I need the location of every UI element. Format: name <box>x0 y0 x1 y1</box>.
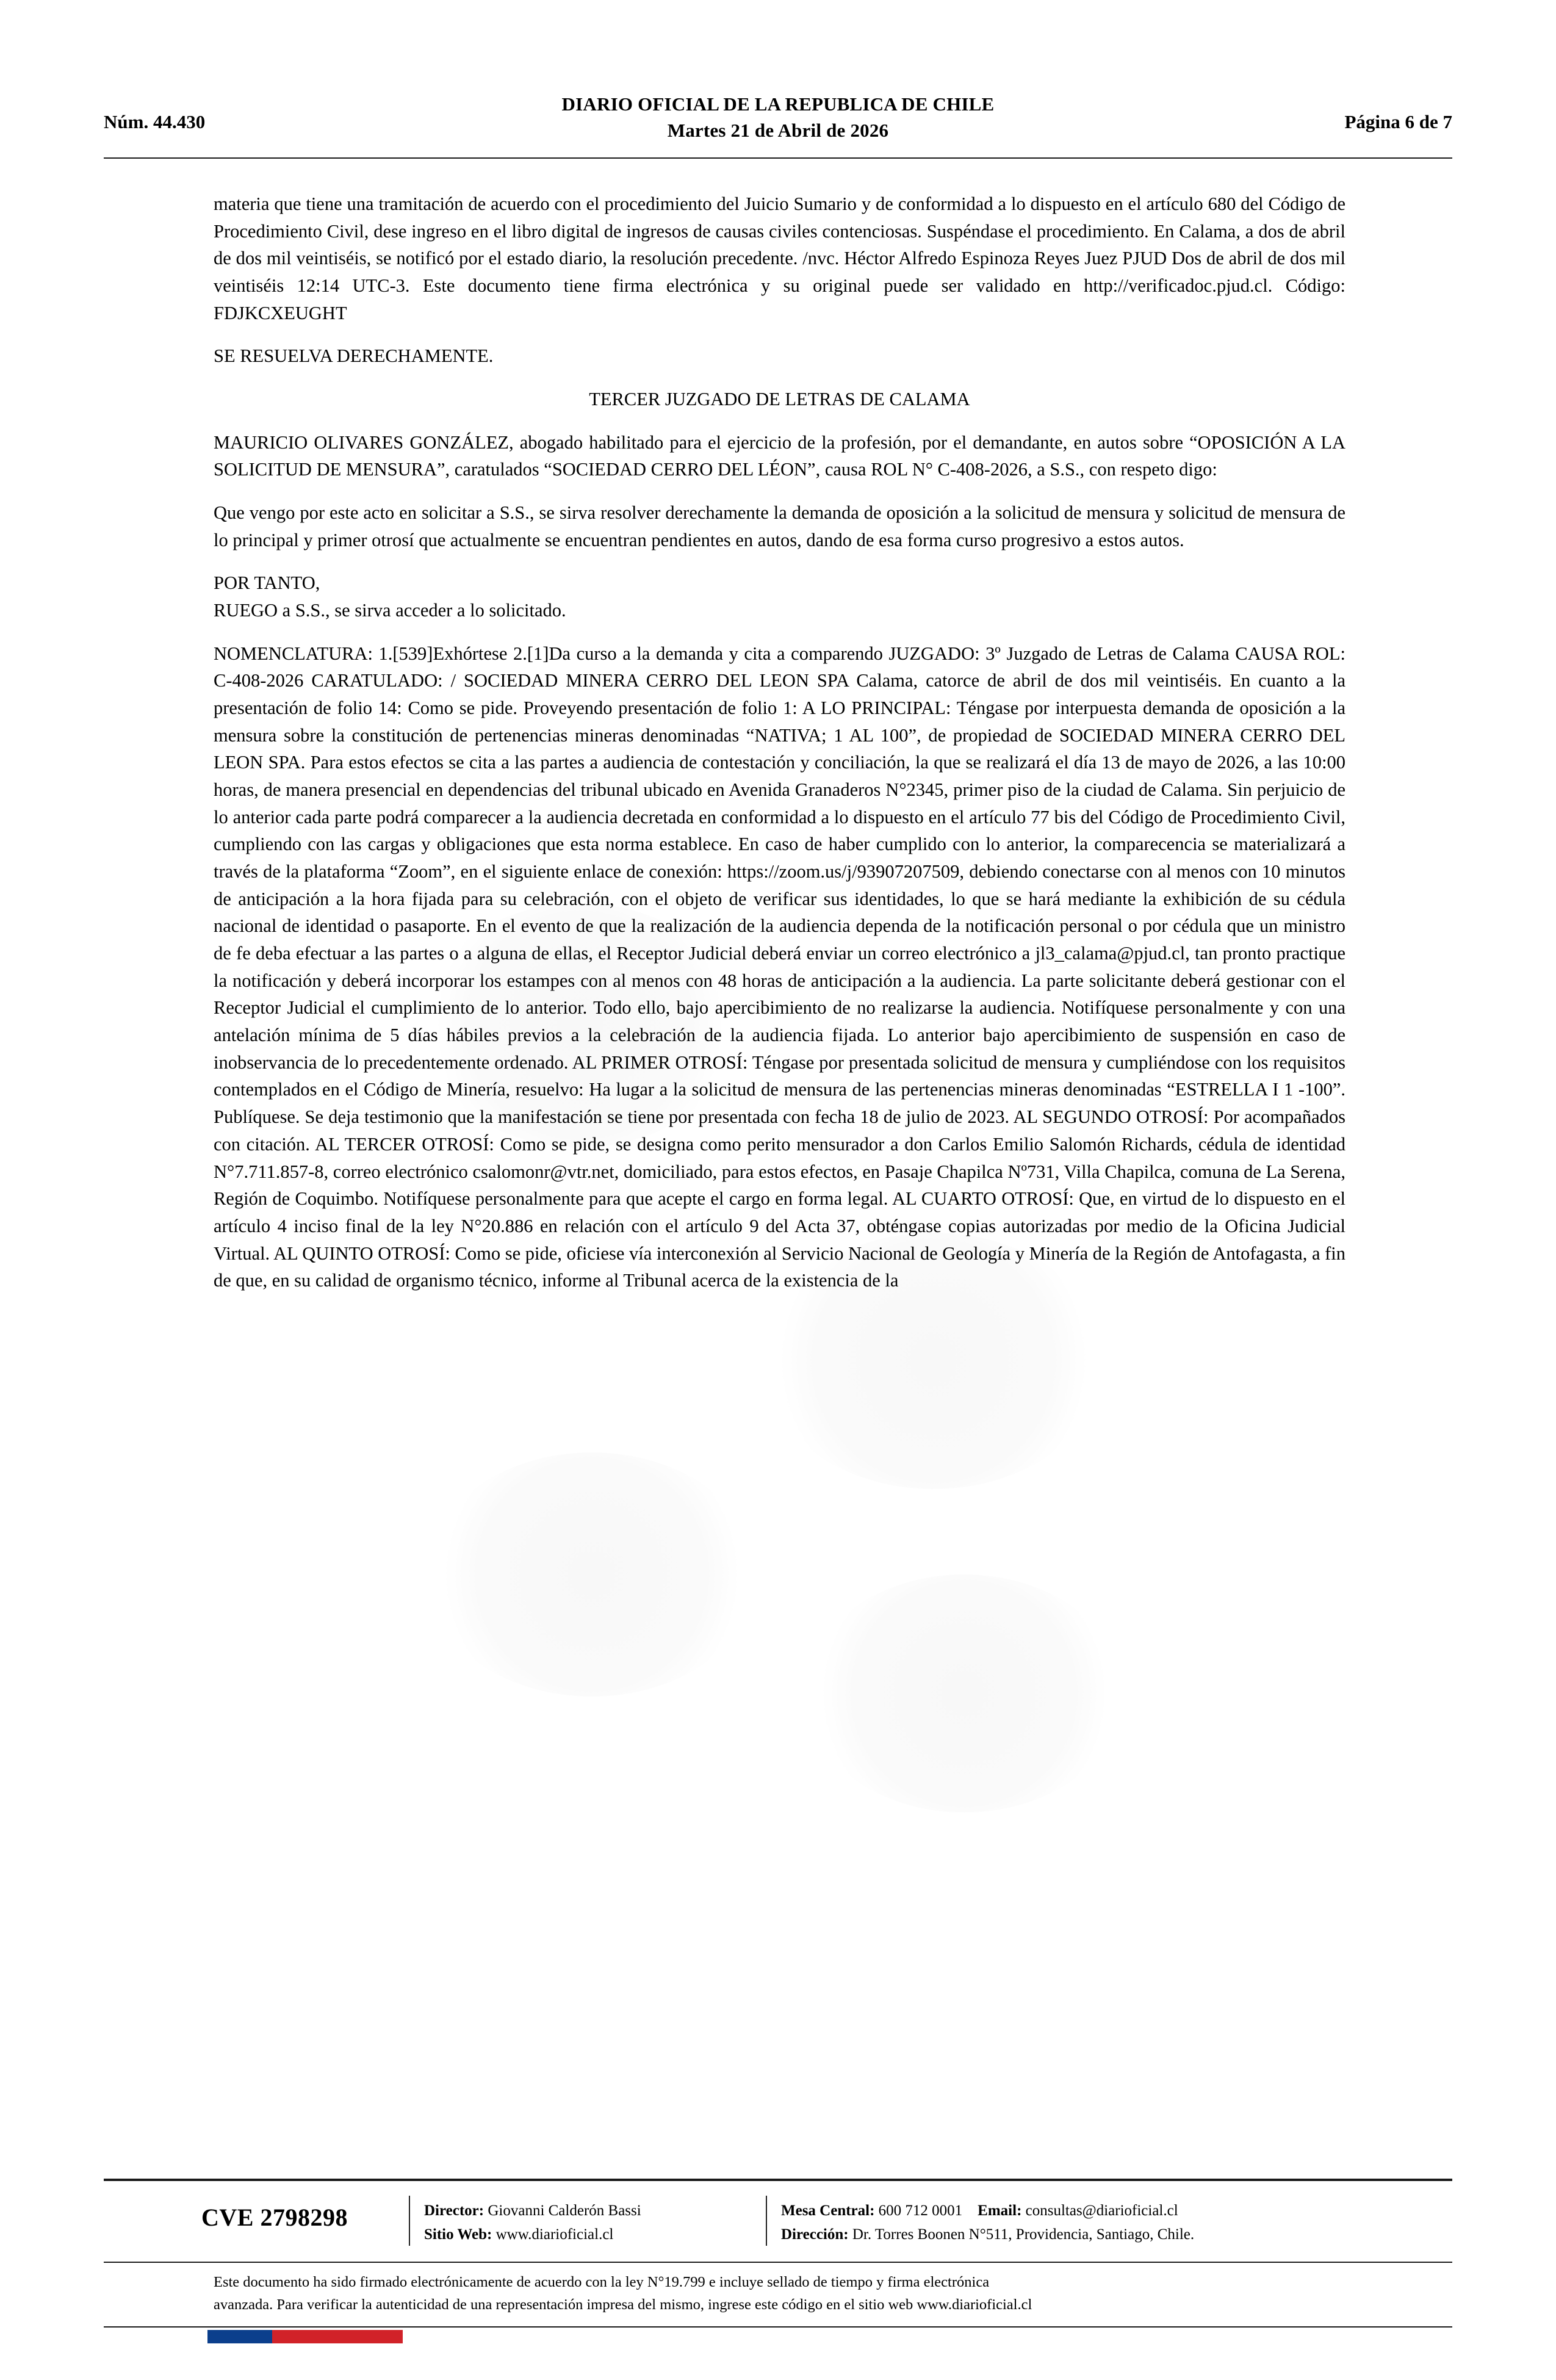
watermark-seal <box>805 1574 1123 1812</box>
footer-divider-bottom <box>104 2326 1452 2328</box>
paragraph-resolve-directly: SE RESUELVA DERECHAMENTE. <box>214 345 494 367</box>
email-value: consultas@diarioficial.cl <box>1025 2202 1178 2219</box>
page-number: Página 6 de 7 <box>1344 111 1452 132</box>
publication-date: Martes 21 de Abril de 2026 <box>667 119 889 141</box>
website-value: www.diarioficial.cl <box>495 2226 614 2243</box>
paragraph-nomenclatura: NOMENCLATURA: 1.[539]Exhórtese 2.[1]Da curso a la demanda y cita a comparendo JUZGADO: 3º Juzgado de Letras de Calama CAUSA ROL: C-408-2026 CARATULADO: / SOCIEDAD MINERA CERRO DEL LEON SPA Calama, catorce de abril de dos mil veintiséis. En cuanto a la presentación de folio 14: Como se pide. Proveyendo presentación de folio 1: A LO PRINCIPAL: Téngase por interpuesta demanda de oposición a la mensura sobre la constitución de pertenencias mineras denominadas “NATIVA; 1 AL 100”, de propiedad de SOCIEDAD MINERA CERRO DEL LEON SPA. Para estos efectos se cita a las partes a audiencia de contestación y conciliación, la que se realizará el día 13 de mayo de 2026, a las 10:00 horas, de manera presencial en dependencias del tribunal ubicado en Avenida Granaderos N°2345, primer piso de la ciudad de Calama. Sin perjuicio de lo anterior cada parte podrá comparecer a la audiencia decretada en conformidad a lo dispuesto en el artículo 77 bis del Código de Procedimiento Civil, cumpliendo con las cargas y obligaciones que esta norma establece. En caso de haber cumplido con lo anterior, la comparecencia se materializará a través de la plataforma “Zoom”, en el siguiente enlace de conexión: https://zoom.us/j/93907207509, debiendo conectarse con al menos con 10 minutos de anticipación a la hora fijada para su celebración, con el objeto de verificar sus identidades, lo que se hará mediante la exhibición de su cédula nacional de identidad o pasaporte. En el evento de que la realización de la audiencia dependa de la notificación personal o por cédula que un ministro de fe deba efectuar a las partes o a alguna de ellas, el Receptor Judicial deberá enviar un correo electrónico a jl3_calama@pjud.cl, tan pronto practique la notificación y deberá incorporar los estampes con al menos con 48 horas de anticipación a la audiencia. La parte solicitante deberá gestionar con el Receptor Judicial el cumplimiento de lo anterior. Todo ello, bajo apercibimiento de no realizarse la audiencia. Notifíquese personalmente y con una antelación mínima de 5 días hábiles previos a la celebración de la audiencia fijada. Lo anterior bajo apercibimiento de suspensión en caso de inobservancia de lo precedentemente ordenado. AL PRIMER OTROSÍ: Téngase por presentada solicitud de mensura y cumpliéndose con los requisitos contemplados en el Código de Minería, resuelvo: Ha lugar a la solicitud de mensura de las pertenencias mineras denominadas “ESTRELLA I 1 -100”. Publíquese. Se deja testimonio que la manifestación se tiene por presentada con fecha 18 de julio de 2023. AL SEGUNDO OTROSÍ: Por acompañados con citación. AL TERCER OTROSÍ: Como se pide, se designa como perito mensurador a don Carlos Emilio Salomón Richards, cédula de identidad N°7.711.857-8, correo electrónico csalomonr@vtr.net, domiciliado, para estos efectos, en Pasaje Chapilca Nº731, Villa Chapilca, comuna de La Serena, Región de Coquimbo. Notifíquese personalmente para que acepte el cargo en forma legal. AL CUARTO OTROSÍ: Que, en virtud de lo dispuesto en el artículo 4 inciso final de la ley N°20.886 en relación con el artículo 9 del Acta 37, obténgase copias autorizadas por medio de la Oficina Judicial Virtual. AL QUINTO OTROSÍ: Como se pide, oficiese vía interconexión al Servicio Nacional de Geología y Minería de la Región de Antofagasta, a fin de que, en su calidad de organismo técnico, informe al Tribunal acerca de la existencia de la <box>214 643 1345 1291</box>
address-value: Dr. Torres Boonen N°511, Providencia, Santiago, Chile. <box>852 2226 1195 2243</box>
footer-divider-top <box>104 2179 1452 2181</box>
mesa-central-label: Mesa Central: <box>781 2202 875 2219</box>
footer-contact-block <box>781 2199 1194 2247</box>
footer-divider-middle <box>104 2262 1452 2263</box>
paragraph-por-tanto: POR TANTO, <box>214 572 320 594</box>
footer-director-block <box>424 2199 641 2247</box>
director-label: Director: <box>424 2202 484 2219</box>
footer-divider-1 <box>409 2196 410 2246</box>
watermark-seal <box>427 1452 757 1697</box>
issue-number: Núm. 44.430 <box>104 111 206 132</box>
website-label: Sitio Web: <box>424 2226 492 2243</box>
flag-blue-segment <box>207 2330 272 2343</box>
paragraph-request: Que vengo por este acto en solicitar a S.S., se sirva resolver derechamente la demanda de oposición a la solicitud de mensura y solicitud de mensura de lo principal y primer otrosí que actualmente se encuentran pendientes en autos, dando de esa forma curso progresivo a estos autos. <box>214 502 1345 550</box>
page-header <box>104 92 1452 144</box>
page-footer <box>104 2191 1452 2258</box>
address-label: Dirección: <box>781 2226 849 2243</box>
chile-flag-bar <box>207 2330 403 2343</box>
legal-notice-line-1: Este documento ha sido firmado electrónicamente de acuerdo con la ley N°19.799 e incluye sellado de tiempo y firma electrónica <box>214 2274 990 2290</box>
flag-red-segment <box>272 2330 403 2343</box>
cve-code: CVE 2798298 <box>201 2204 348 2231</box>
footer-divider-2 <box>766 2196 767 2246</box>
director-value: Giovanni Calderón Bassi <box>488 2202 641 2219</box>
mesa-central-value: 600 712 0001 <box>878 2202 963 2219</box>
legal-notice <box>214 2271 1349 2317</box>
paragraph-attorney-appearance: MAURICIO OLIVARES GONZÁLEZ, abogado habilitado para el ejercicio de la profesión, por el demandante, en autos sobre “OPOSICIÓN A LA SOLICITUD DE MENSURA”, caratulados “SOCIEDAD CERRO DEL LÉON”, causa ROL N° C-408-2026, a S.S., con respeto digo: <box>214 431 1345 480</box>
publication-title: DIARIO OFICIAL DE LA REPUBLICA DE CHILE <box>561 93 995 115</box>
document-body <box>214 190 1345 1310</box>
email-label: Email: <box>978 2202 1022 2219</box>
paragraph-ruego: RUEGO a S.S., se sirva acceder a lo solicitado. <box>214 600 566 621</box>
section-heading-court: TERCER JUZGADO DE LETRAS DE CALAMA <box>589 389 970 410</box>
header-divider <box>104 157 1452 159</box>
legal-notice-line-2: avanzada. Para verificar la autenticidad de una representación impresa del mismo, ingrese este código en el sitio web www.diarioficial.cl <box>214 2296 1032 2313</box>
paragraph-resolution-notice: materia que tiene una tramitación de acuerdo con el procedimiento del Juicio Sumario y de conformidad a lo dispuesto en el artículo 680 del Código de Procedimiento Civil, dese ingreso en el libro digital de ingresos de causas civiles contenciosas. Suspéndase el procedimiento. En Calama, a dos de abril de dos mil veintiséis, se notificó por el estado diario, la resolución precedente. /nvc. Héctor Alfredo Espinoza Reyes Juez PJUD Dos de abril de dos mil veintiséis 12:14 UTC-3. Este documento tiene firma electrónica y su original puede ser validado en http://verificadoc.pjud.cl. Código: FDJKCXEUGHT <box>214 193 1345 323</box>
